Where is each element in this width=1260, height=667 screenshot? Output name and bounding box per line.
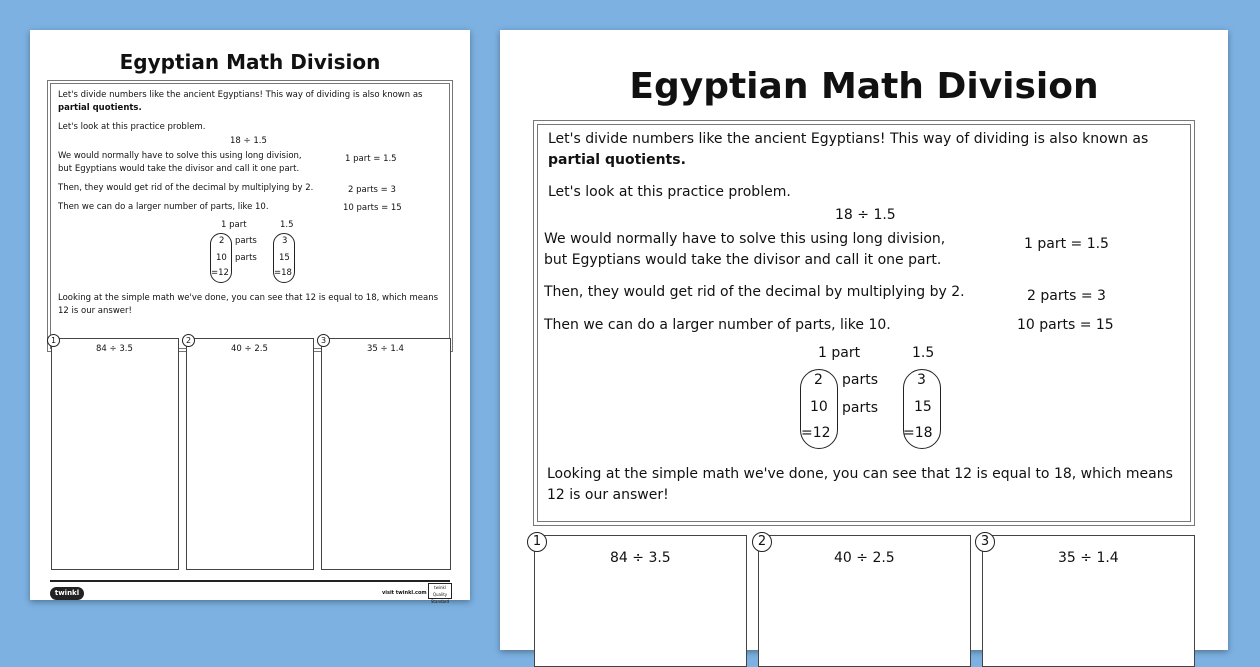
table-left-value: =12 [211,268,229,278]
step1-result: 1 part = 1.5 [345,154,397,164]
footer-url: visit twinkl.com [382,590,427,596]
step2-text: Then, they would get rid of the decimal by multiplying by 2. [544,284,965,300]
badge-top-text: twinkl [434,585,446,590]
table-right-value: 15 [914,399,932,415]
table-right-value: 3 [282,236,288,246]
step1-result: 1 part = 1.5 [1024,236,1109,252]
example-problem: 18 ÷ 1.5 [230,136,267,146]
parts-label: parts [235,236,257,246]
step1-text-line2: but Egyptians would take the divisor and call it one part. [544,252,942,268]
parts-label: parts [842,400,879,416]
table-left-header: 1 part [221,220,247,230]
conclusion-text-line1: Looking at the simple math we've done, you can see that 12 is equal to 18, which means [58,293,439,303]
step2-result: 2 parts = 3 [348,185,396,195]
step2-result: 2 parts = 3 [1027,288,1106,304]
problem-expression: 35 ÷ 1.4 [367,344,404,354]
step1-text-line2: but Egyptians would take the divisor and call it one part. [58,164,300,174]
step1-text-line1: We would normally have to solve this using long division, [58,151,302,161]
table-right-value: =18 [903,425,933,441]
problem-number: 1 [527,532,547,552]
table-left-value: 2 [219,236,225,246]
step3-text: Then we can do a larger number of parts, like 10. [544,317,891,333]
table-right-header: 1.5 [280,220,294,230]
problem-expression: 40 ÷ 2.5 [231,344,268,354]
table-right-header: 1.5 [912,345,935,361]
badge-bottom-text: Quality Standard [430,592,450,604]
table-left-value: =12 [801,425,831,441]
parts-label: parts [842,372,879,388]
table-right-value: 3 [917,372,926,388]
conclusion-text-line2: 12 is our answer! [58,306,132,316]
problem-expression: 84 ÷ 3.5 [96,344,133,354]
problem-expression: 40 ÷ 2.5 [834,550,895,566]
problem-expression: 35 ÷ 1.4 [1058,550,1119,566]
table-left-value: 10 [216,253,227,263]
step3-text: Then we can do a larger number of parts, like 10. [58,202,269,212]
problem-number: 1 [47,334,60,347]
problem-number: 2 [752,532,772,552]
twinkl-logo: twinkl [50,587,84,600]
intro-text: Let's divide numbers like the ancient Egyptians! This way of dividing is also known as [548,131,1149,147]
step3-result: 10 parts = 15 [343,203,402,213]
problem-number: 3 [975,532,995,552]
worksheet-preview-small[interactable] [30,30,470,604]
table-left-value: 10 [810,399,828,415]
step1-text-line1: We would normally have to solve this using long division, [544,231,946,247]
example-problem: 18 ÷ 1.5 [835,207,896,223]
table-right-value: 15 [279,253,290,263]
quality-badge-icon [428,583,452,604]
intro-bold-text: partial quotients. [58,103,142,113]
problem-box-3[interactable] [321,338,451,570]
problem-box-1[interactable] [51,338,179,570]
problem-box-2[interactable] [186,338,314,570]
step3-result: 10 parts = 15 [1017,317,1114,333]
table-left-value: 2 [814,372,823,388]
intro-text: Let's divide numbers like the ancient Egyptians! This way of dividing is also known as [58,90,423,100]
table-left-header: 1 part [818,345,861,361]
conclusion-text-line1: Looking at the simple math we've done, you can see that 12 is equal to 18, which means [547,466,1173,482]
page-title: Egyptian Math Division [629,66,1099,107]
footer-divider [50,580,450,582]
problem-expression: 84 ÷ 3.5 [610,550,671,566]
practice-text: Let's look at this practice problem. [548,184,791,200]
problem-number: 2 [182,334,195,347]
page-title: Egyptian Math Division [119,50,381,74]
intro-bold-text: partial quotients. [548,152,686,168]
problem-number: 3 [317,334,330,347]
practice-text: Let's look at this practice problem. [58,122,206,132]
conclusion-text-line2: 12 is our answer! [547,487,669,503]
worksheet-zoom-large[interactable] [500,30,1228,650]
table-right-value: =18 [274,268,292,278]
step2-text: Then, they would get rid of the decimal by multiplying by 2. [58,183,314,193]
parts-label: parts [235,253,257,263]
